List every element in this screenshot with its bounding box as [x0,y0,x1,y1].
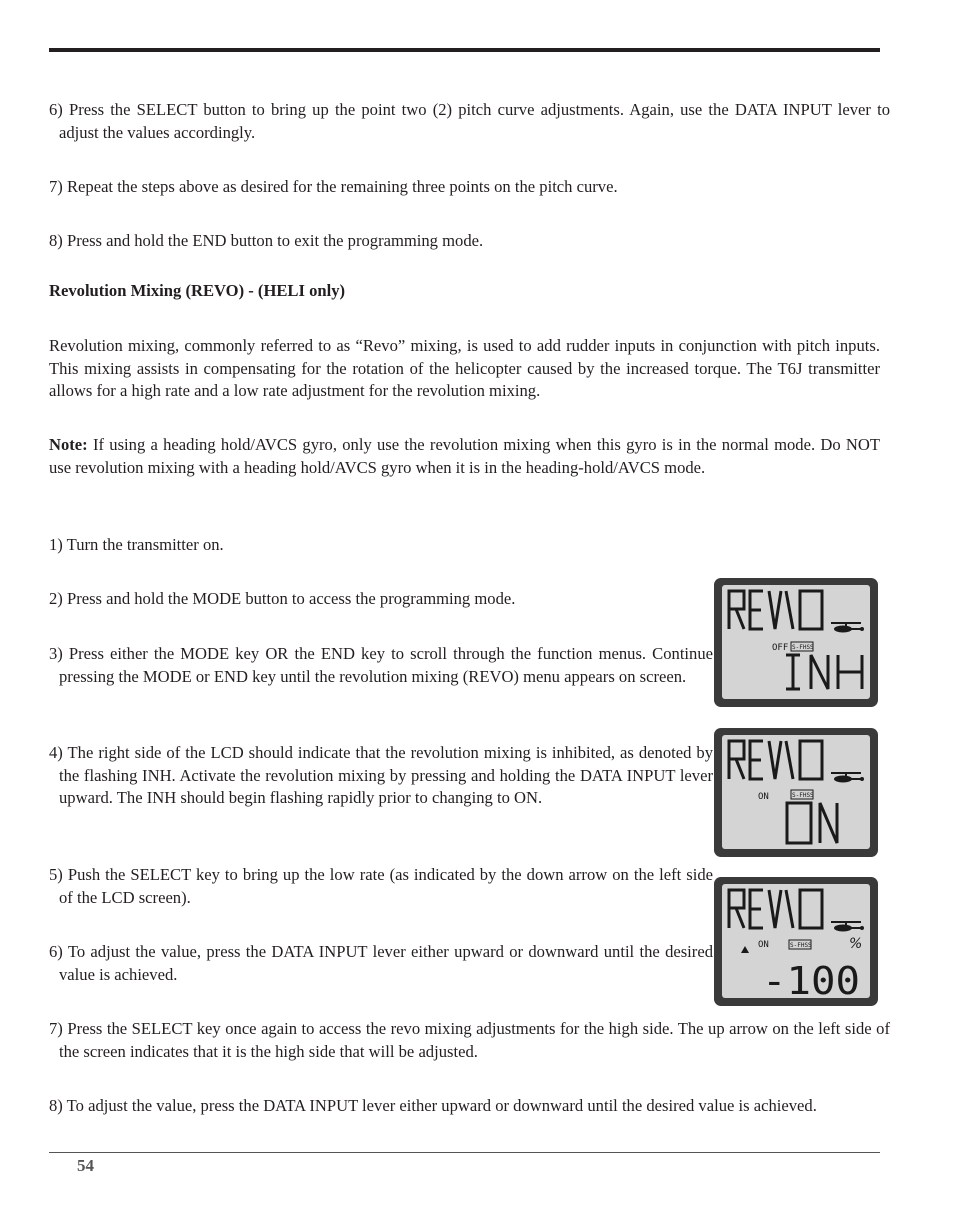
note-label: Note: [49,435,88,454]
svg-text:S-FHSS: S-FHSS [792,644,814,651]
revo-step-6: 6) To adjust the value, press the DATA INPUT lever either upward or downward until the desired value is achieved. [49,942,713,984]
section-heading: Revolution Mixing (REVO) - (HELI only) [49,281,346,300]
svg-text:ON: ON [758,792,769,802]
revo-step-5: 5) Push the SELECT key to bring up the low rate (as indicated by the down arrow on the left side of the LCD screen). [49,865,713,907]
svg-text:ON: ON [758,940,769,950]
lcd-screen-on [713,727,879,858]
svg-text:OFF: OFF [772,643,789,653]
lcd-screen-inh [713,577,879,708]
step-8-pitch: 8) Press and hold the END button to exit the programming mode. [49,231,484,250]
revo-step-2: 2) Press and hold the MODE button to access the programming mode. [49,589,516,608]
revo-step-3: 3) Press either the MODE key OR the END key to scroll through the function menus. Continue pressing the MODE or END key until the revolution mixing (REVO) menu appears on screen. [49,644,713,686]
step-7-pitch: 7) Repeat the steps above as desired for the remaining three points on the pitch curve. [49,177,618,196]
note-text: If using a heading hold/AVCS gyro, only use the revolution mixing when this gyro is in the normal mode. Do NOT use revolution mixing with a heading hold/AVCS gyro when it is in the heading-hold/AVCS mode. [49,435,880,477]
svg-text:%: % [849,936,863,952]
bottom-rule [49,1152,880,1153]
svg-text:-100: -100 [762,959,860,1003]
svg-text:S-FHSS: S-FHSS [790,942,812,949]
lcd-screen-rate [713,876,879,1007]
revo-step-1: 1) Turn the transmitter on. [49,535,224,554]
revo-step-7: 7) Press the SELECT key once again to access the revo mixing adjustments for the high side. The up arrow on the left side of the screen indicates that it is the high side that will be adjusted. [49,1019,890,1061]
top-rule [49,48,880,52]
revo-intro-paragraph: Revolution mixing, commonly referred to as “Revo” mixing, is used to add rudder inputs in conjunction with pitch inputs. This mixing assists in compensating for the rotation of the helicopter caused by the increased torque. The T6J transmitter allows for a high rate and a low rate adjustment for the revolution mixing. [49,336,880,400]
revo-step-8: 8) To adjust the value, press the DATA INPUT lever either upward or downward until the desired value is achieved. [49,1096,817,1115]
revo-step-4: 4) The right side of the LCD should indicate that the revolution mixing is inhibited, as denoted by the flashing INH. Activate the revolution mixing by pressing and holding the DATA INPUT lever upward. The INH should begin flashing rapidly prior to changing to ON. [49,743,713,807]
svg-text:S-FHSS: S-FHSS [792,792,814,799]
note-paragraph [49,434,880,479]
page-number: 54 [77,1156,94,1175]
step-6-pitch: 6) Press the SELECT button to bring up the point two (2) pitch curve adjustments. Again, use the DATA INPUT lever to adjust the values accordingly. [49,100,890,142]
